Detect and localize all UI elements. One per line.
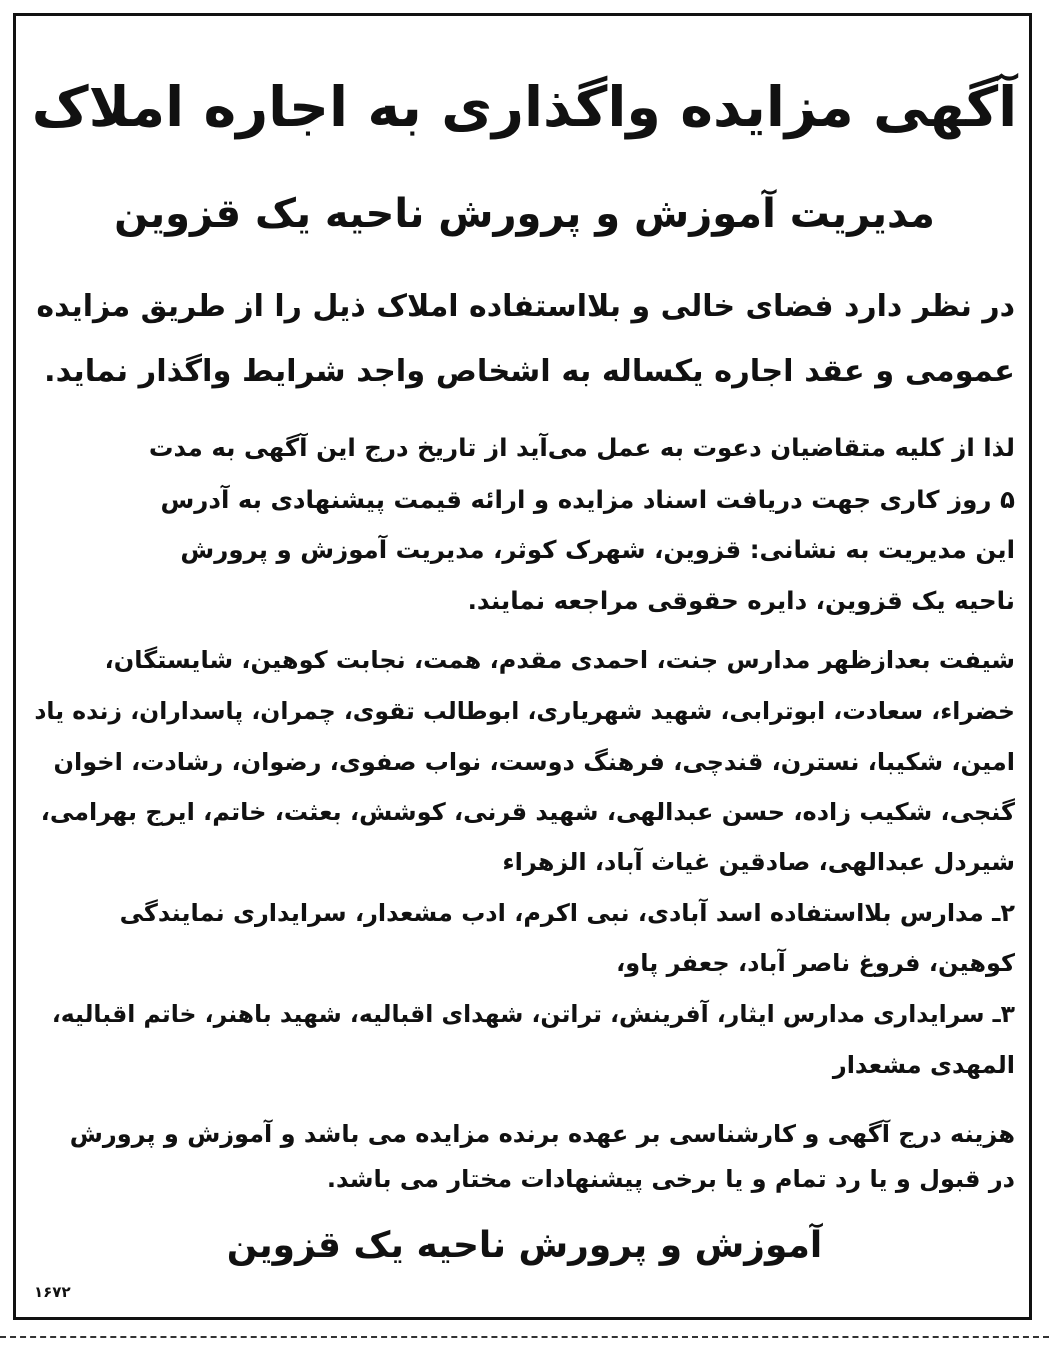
notice-subtitle: مدیریت آموزش و پرورش ناحیه یک قزوین xyxy=(114,191,935,237)
items-line: شیفت بعدازظهر مدارس جنت، احمدی مقدم، همت، نجابت کوهین، شایستگان، xyxy=(104,646,1015,674)
cost-line: در قبول و یا رد تمام و یا برخی پیشنهادات مختار می باشد. xyxy=(326,1165,1015,1193)
invitation-line: ۵ روز کاری جهت دریافت اسناد مزایده و ارائه قیمت پیشنهادی به آدرس xyxy=(160,485,1015,514)
intro-line: عمومی و عقد اجاره یکساله به اشخاص واجد شرایط واگذار نماید. xyxy=(44,354,1015,389)
cost-line: هزینه درج آگهی و کارشناسی بر عهده برنده مزایده می باشد و آموزش و پرورش xyxy=(69,1120,1015,1148)
signature: آموزش و پرورش ناحیه یک قزوین xyxy=(226,1225,823,1266)
items-line: المهدی مشعدار xyxy=(832,1051,1015,1079)
cut-line xyxy=(0,1336,1049,1338)
intro-line: در نظر دارد فضای خالی و بلااستفاده املاک ذیل را از طریق مزایده xyxy=(36,289,1015,324)
items-line: ۲ـ مدارس بلااستفاده اسد آبادی، نبی اکرم، ادب مشعدار، سرایداری نمایندگی xyxy=(119,899,1015,927)
invitation-line: لذا از کلیه متقاضیان دعوت به عمل می‌آید از تاریخ درج این آگهی به مدت xyxy=(148,433,1015,462)
items-line: گنجی، شکیب زاده، حسن عبدالهی، شهید قرنی، کوشش، بعثت، خاتم، ایرج بهرامی، xyxy=(40,798,1015,826)
items-line: کوهین، فروغ ناصر آباد، جعفر پاو، xyxy=(616,949,1015,977)
items-line: امین، شکیبا، نسترن، قندچی، فرهنگ دوست، نواب صفوی، رضوان، رشادت، اخوان xyxy=(53,748,1015,776)
notice-title: آگهی مزایده واگذاری به اجاره املاک xyxy=(31,75,1018,140)
invitation-line: این مدیریت به نشانی: قزوین، شهرک کوثر، مدیریت آموزش و پرورش xyxy=(180,535,1015,564)
notice-code: ۱۶۷۲ xyxy=(34,1283,71,1301)
items-line: شیردل عبدالهی، صادقین غیاث آباد، الزهراء xyxy=(502,848,1015,876)
invitation-line: ناحیه یک قزوین، دایره حقوقی مراجعه نمایند. xyxy=(467,586,1015,615)
items-line: خضراء، سعادت، ابوترابی، شهید شهریاری، ابوطالب تقوی، چمران، پاسداران، زنده یاد xyxy=(34,697,1015,725)
items-line: ۳ـ سرایداری مدارس ایثار، آفرینش، تراتن، شهدای اقبالیه، شهید باهنر، خاتم اقبالیه، xyxy=(51,1000,1015,1028)
